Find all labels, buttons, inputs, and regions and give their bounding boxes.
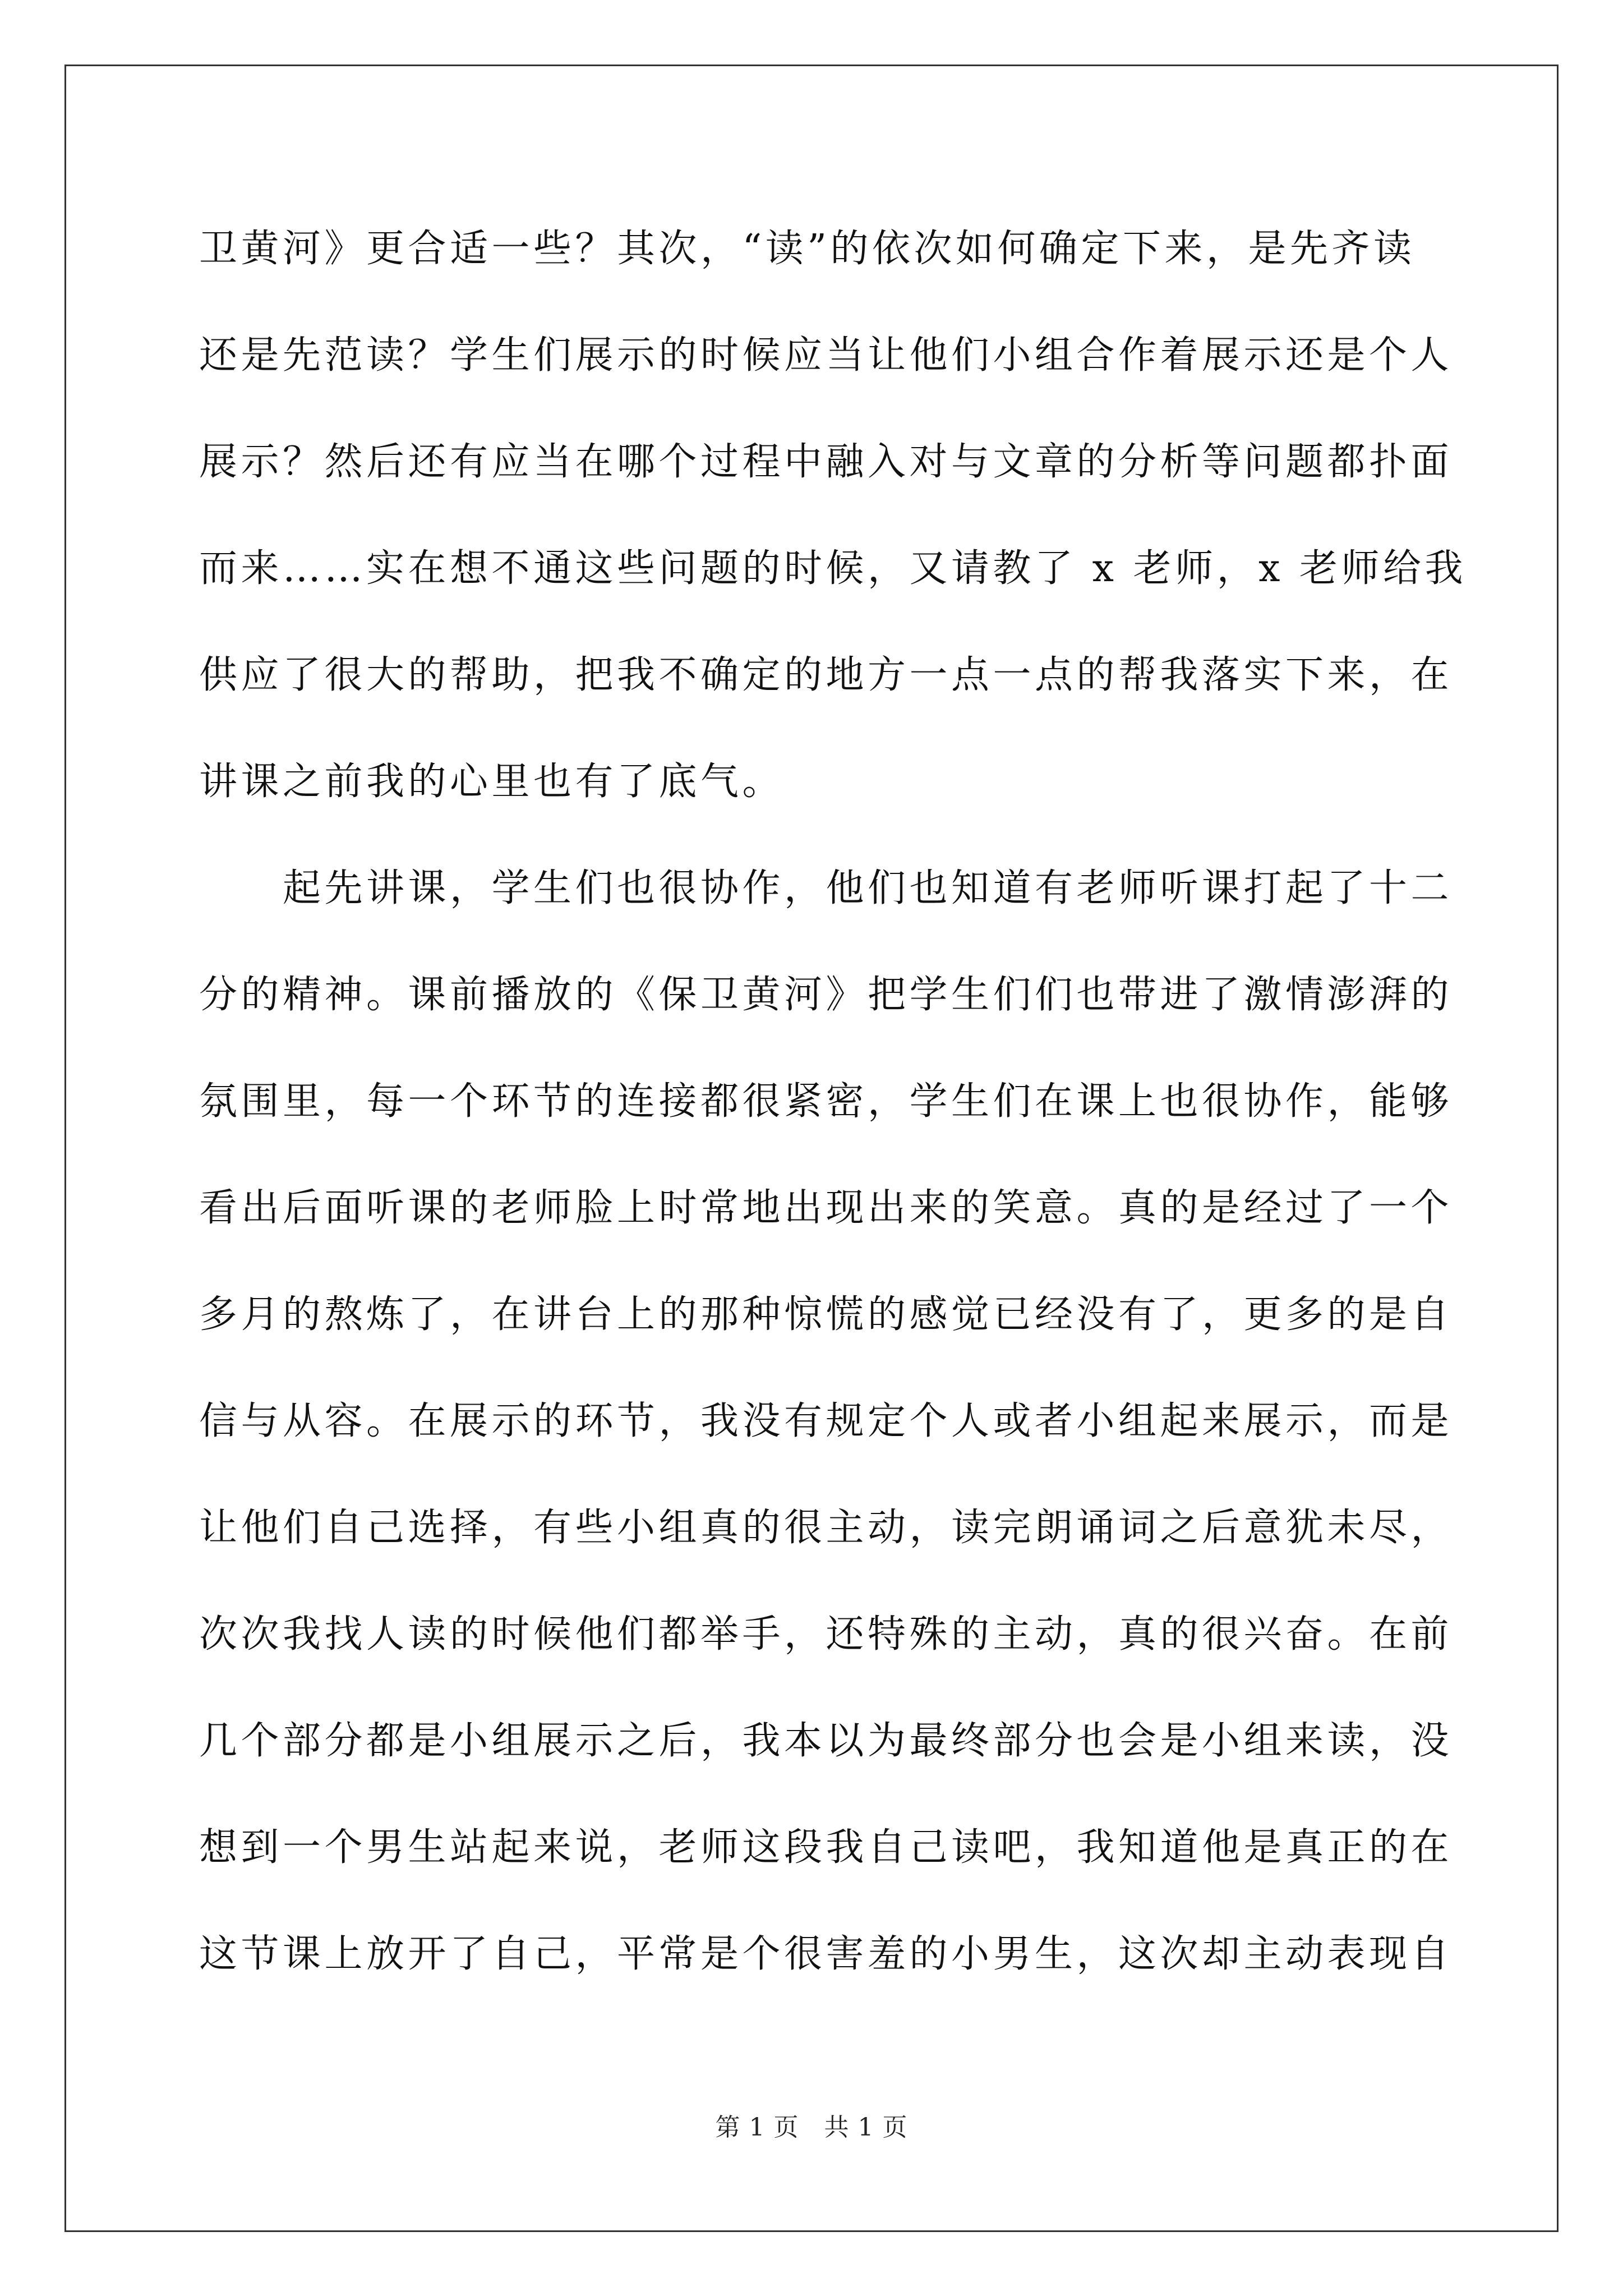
text-line: 起先讲课，学生们也很协作，他们也知道有老师听课打起了十二 bbox=[199, 866, 1453, 910]
text-line: 而来……实在想不通这些问题的时候，又请教了 x 老师，x 老师给我 bbox=[199, 546, 1467, 591]
text-line: 次次我找人读的时候他们都举手，还特殊的主动，真的很兴奋。在前 bbox=[199, 1612, 1453, 1657]
text-line: 氛围里，每一个环节的连接都很紧密，学生们在课上也很协作，能够 bbox=[199, 1079, 1453, 1124]
text-line: 让他们自己选择，有些小组真的很主动，读完朗诵词之后意犹未尽， bbox=[199, 1506, 1453, 1550]
text-line: 展示？然后还有应当在哪个过程中融入对与文章的分析等问题都扑面 bbox=[199, 440, 1453, 484]
text-line: 供应了很大的帮助，把我不确定的地方一点一点的帮我落实下来，在 bbox=[199, 653, 1453, 697]
text-line: 多月的熬炼了，在讲台上的那种惊慌的感觉已经没有了，更多的是自 bbox=[199, 1292, 1453, 1337]
text-line: 分的精神。课前播放的《保卫黄河》把学生们们也带进了激情澎湃的 bbox=[199, 973, 1453, 1017]
text-line: 卫黄河》更合适一些？其次，“读”的依次如何确定下来，是先齐读 bbox=[199, 227, 1415, 271]
text-line: 这节课上放开了自己，平常是个很害羞的小男生，这次却主动表现自 bbox=[199, 1932, 1453, 1976]
text-line: 信与从容。在展示的环节，我没有规定个人或者小组起来展示，而是 bbox=[199, 1399, 1453, 1443]
text-line: 几个部分都是小组展示之后，我本以为最终部分也会是小组来读，没 bbox=[199, 1719, 1453, 1763]
page-border bbox=[64, 65, 1559, 2232]
text-line: 看出后面听课的老师脸上时常地出现出来的笑意。真的是经过了一个 bbox=[199, 1186, 1453, 1230]
text-line: 讲课之前我的心里也有了底气。 bbox=[199, 760, 785, 804]
page-footer: 第 1 页 共 1 页 bbox=[715, 2113, 908, 2142]
text-line: 还是先范读？学生们展示的时候应当让他们小组合作着展示还是个人 bbox=[199, 333, 1453, 378]
text-line: 想到一个男生站起来说，老师这段我自己读吧，我知道他是真正的在 bbox=[199, 1825, 1453, 1870]
